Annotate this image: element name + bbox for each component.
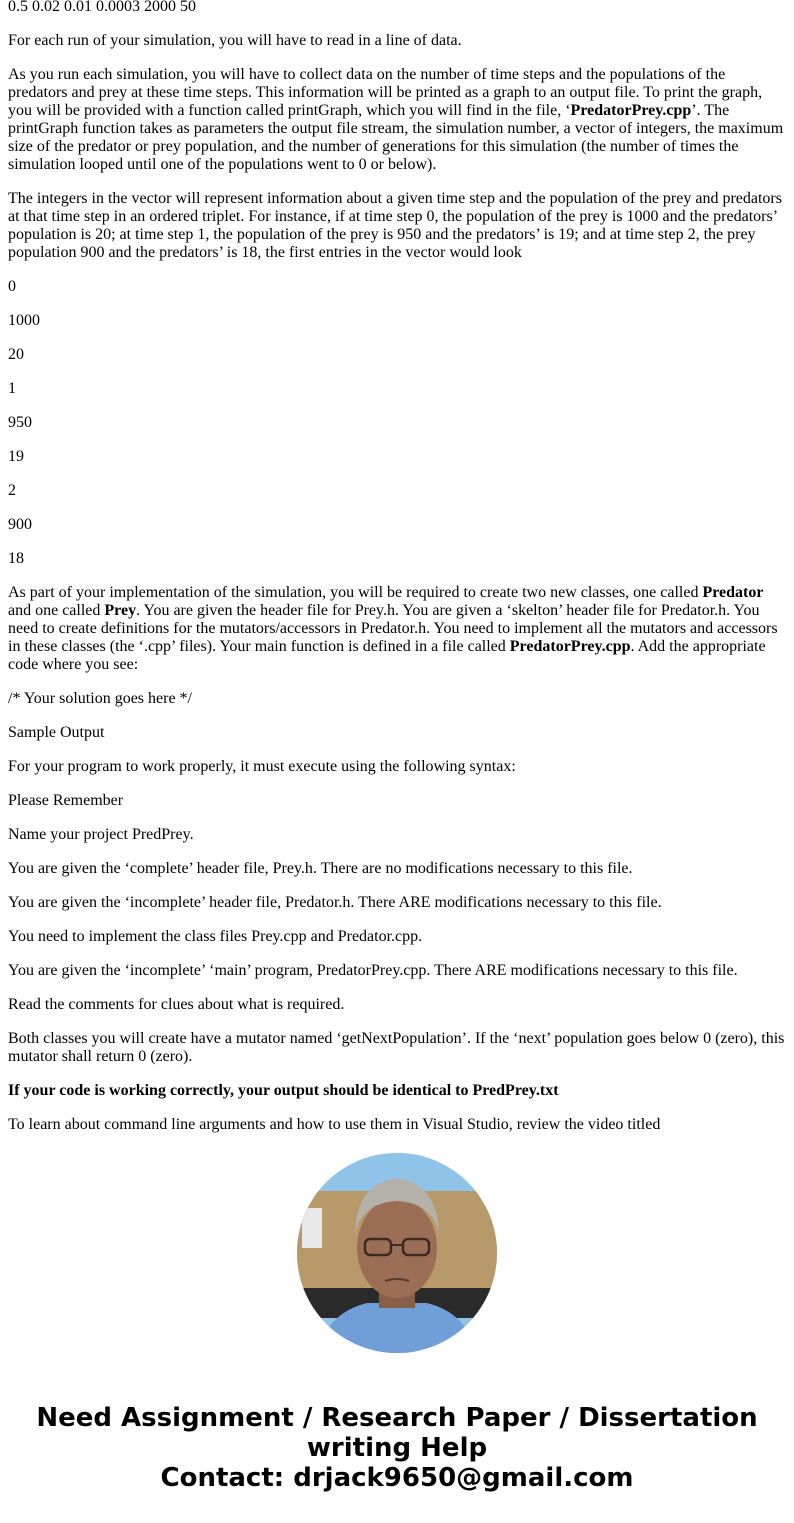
paragraph: 0.5 0.02 0.01 0.0003 2000 50 (8, 0, 196, 15)
vector-entry: 950 (8, 414, 32, 431)
paragraph: You are given the ‘complete’ header file, Prey.h. There are no modifications necessary to this file. (8, 860, 633, 877)
footer-headline: Need Assignment / Research Paper / Dissertation writing Help (36, 1403, 758, 1463)
vector-entry: 1000 (8, 312, 40, 329)
author-avatar (297, 1153, 497, 1353)
paragraph: Please Remember (8, 792, 124, 809)
vector-entry: 18 (8, 550, 24, 567)
vector-entry: 0 (8, 278, 16, 295)
avatar-portrait-icon (297, 1153, 497, 1353)
paragraph: Read the comments for clues about what is required. (8, 996, 345, 1013)
paragraph: For each run of your simulation, you will have to read in a line of data. (8, 32, 462, 49)
bold-class: Predator (702, 584, 764, 601)
paragraph: Sample Output (8, 724, 105, 741)
paragraph: Name your project PredPrey. (8, 826, 194, 843)
paragraph (8, 584, 786, 674)
paragraph: The integers in the vector will represent information about a given time step and the population of the prey and predators at that time step in an ordered triplet. For instance, if at time step 0, the population of the prey is 1000 and the predators’ population is 20; at time step 1, the population of the prey is 950 and the predators’ is 19; and at time step 2, the prey population 900 and the predators’ is 18, the first entries in the vector would look (8, 190, 782, 261)
vector-entry: 2 (8, 482, 16, 499)
text: As you run each simulation, you will have to collect data on the number of time steps and the populations of the predators and prey at these time steps. This information will be printed as a graph to an output file. To print the graph, you will be provided with a function called printGraph, which you will find in the file, ‘ (8, 66, 763, 119)
vector-entry: 20 (8, 346, 24, 363)
bold-filename: PredatorPrey.cpp (509, 638, 631, 655)
vector-entry: 900 (8, 516, 32, 533)
document-body (8, 0, 786, 1140)
paragraph: /* Your solution goes here */ (8, 690, 192, 707)
bold-note (8, 1082, 786, 1100)
text: As part of your implementation of the simulation, you will be required to create two new classes, one called (8, 584, 703, 601)
bold-text: If your code is working correctly, your output should be identical to PredPrey.txt (8, 1082, 559, 1099)
paragraph: For your program to work properly, it must execute using the following syntax: (8, 758, 516, 775)
vector-entry: 1 (8, 380, 16, 397)
paragraph: You are given the ‘incomplete’ ‘main’ program, PredatorPrey.cpp. There ARE modifications necessary to this file. (8, 962, 738, 979)
paragraph: You need to implement the class files Prey.cpp and Predator.cpp. (8, 928, 423, 945)
paragraph: Both classes you will create have a mutator named ‘getNextPopulation’. If the ‘next’ population goes below 0 (zero), this mutator shall return 0 (zero). (8, 1030, 785, 1065)
text: and one called (8, 602, 105, 619)
bold-filename: PredatorPrey.cpp (570, 102, 692, 119)
paragraph: To learn about command line arguments and how to use them in Visual Studio, review the video titled (8, 1116, 661, 1133)
text: . Add the appropriate code where you see: (8, 638, 766, 673)
paragraph: You are given the ‘incomplete’ header file, Predator.h. There ARE modifications necessary to this file. (8, 894, 662, 911)
footer-contact: Contact: drjack9650@gmail.com (160, 1463, 634, 1493)
paragraph (8, 66, 786, 174)
contact-footer (0, 1403, 794, 1493)
vector-entry: 19 (8, 448, 24, 465)
text: ’. The printGraph function takes as parameters the output file stream, the simulation number, a vector of integers, the maximum size of the predator or prey population, and the number of generations for this simulation (the number of times the simulation looped until one of the populations went to 0 or below). (8, 102, 784, 173)
text: . You are given the header file for Prey.h. You are given a ‘skelton’ header file for Predator.h. You need to create definitions for the mutators/accessors in Predator.h. You need to implement all the mutators and accessors in these classes (the ‘.cpp’ files). Your main function is defined in a file called (8, 602, 778, 655)
bold-class: Prey (104, 602, 137, 619)
